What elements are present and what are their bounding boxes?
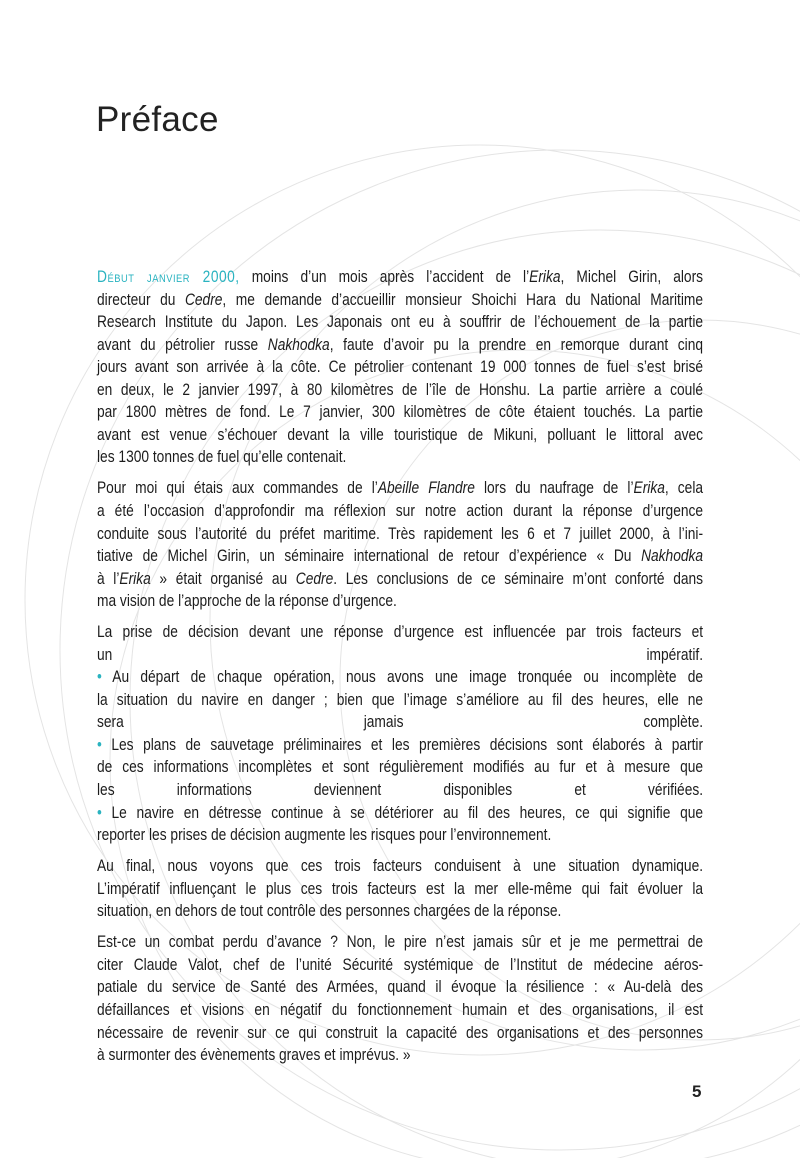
bullet-icon: • — [97, 668, 113, 687]
text-line — [97, 446, 703, 469]
paragraph — [97, 931, 703, 1066]
text-segment: à surmonter des évènements graves et imprévus. » — [97, 1046, 411, 1065]
text-line — [97, 666, 703, 689]
text-segment: Le navire en détresse continue à se détériorer au fil des heures, ce qui signifie que — [111, 803, 704, 822]
text-segment: conduite sous l’autorité du préfet maritime. Très rapidement les 6 et 7 juillet 2000, à l’ini- — [97, 524, 704, 543]
italic-text: Erika — [119, 569, 151, 588]
body-text — [97, 266, 703, 1075]
page-title: Préface — [96, 100, 219, 139]
text-segment: sera jamais complète. — [97, 713, 704, 732]
text-line — [97, 734, 703, 757]
text-line — [97, 311, 703, 334]
text-segment: , faute d’avoir pu la prendre en remorque durant cinq — [329, 335, 704, 354]
text-line — [97, 621, 703, 644]
text-segment: Pour moi qui étais aux commandes de l’ — [97, 479, 378, 498]
italic-text: Abeille Flandre — [377, 479, 475, 498]
text-segment: un impératif. — [97, 645, 704, 664]
text-line — [97, 334, 703, 357]
text-segment: avant du pétrolier russe — [97, 335, 268, 354]
text-segment: ma vision de l’approche de la réponse d’urgence. — [97, 592, 397, 611]
text-segment: a été l’occasion d’approfondir ma réflexion sur notre action durant la réponse d’urgence — [97, 501, 704, 520]
text-segment: Les plans de sauvetage préliminaires et les premières décisions sont élaborés à partir — [111, 735, 704, 754]
text-segment: la situation du navire en danger ; bien que l’image s’améliore au fil des heures, elle ne — [97, 690, 704, 709]
italic-text: Nakhodka — [641, 547, 704, 566]
text-line — [97, 824, 703, 847]
text-line — [97, 644, 703, 667]
bullet-icon: • — [97, 803, 112, 822]
text-segment: La prise de décision devant une réponse d’urgence est influencée par trois facteurs et — [97, 623, 704, 642]
text-line — [97, 976, 703, 999]
text-segment: . Les conclusions de ce séminaire m’ont conforté dans — [333, 569, 704, 588]
text-segment: par 1800 mètres de fond. Le 7 janvier, 300 kilomètres de côte étaient touchés. La partie — [97, 403, 704, 422]
text-line — [97, 999, 703, 1022]
text-line — [97, 1022, 703, 1045]
text-line — [97, 802, 703, 825]
text-line — [97, 545, 703, 568]
text-segment: patiale du service de Santé des Armées, quand il évoque la résilience : « Au-delà des — [97, 978, 704, 997]
text-segment: les 1300 tonnes de fuel qu’elle contenait. — [97, 448, 347, 467]
text-segment: tiative de Michel Girin, un séminaire international de retour d’expérience « Du — [97, 547, 642, 566]
text-segment: à l’ — [97, 569, 120, 588]
text-segment: de ces informations incomplètes et sont régulièrement modifiés au fur et à mesure que — [97, 758, 704, 777]
text-line — [97, 878, 703, 901]
text-line — [97, 500, 703, 523]
text-line — [97, 931, 703, 954]
text-segment: reporter les prises de décision augmente les risques pour l’environnement. — [97, 826, 552, 845]
text-line — [97, 779, 703, 802]
text-segment: jours avant son arrivée à la côte. Ce pétrolier contenant 19 000 tonnes de fuel s’est brisé — [97, 358, 704, 377]
text-line — [97, 379, 703, 402]
text-segment: les informations deviennent disponibles et vérifiées. — [97, 781, 704, 800]
text-segment: , me demande d’accueillir monsieur Shoichi Hara du National Maritime — [222, 290, 704, 309]
text-line — [97, 424, 703, 447]
paragraph — [97, 621, 703, 846]
paragraph — [97, 266, 703, 469]
text-segment: avant est venue s’échouer devant la ville touristique de Mikuni, polluant le littoral avec — [97, 425, 704, 444]
paragraph — [97, 855, 703, 923]
italic-text: Cedre — [295, 569, 334, 588]
text-segment: nécessaire de revenir sur ce qui construit la capacité des organisations et des personnes — [97, 1023, 704, 1042]
text-segment: L’impératif influençant le plus ces trois facteurs est la mer elle-même qui fait évoluer la — [97, 879, 704, 898]
italic-text: Erika — [633, 479, 665, 498]
lead-in-text: Début janvier 2000, — [97, 268, 240, 286]
text-line — [97, 289, 703, 312]
text-line — [97, 590, 703, 613]
text-segment: Au final, nous voyons que ces trois facteurs conduisent à une situation dynamique. — [97, 857, 704, 876]
text-segment: lors du naufrage de l’ — [474, 479, 634, 498]
text-line — [97, 855, 703, 878]
italic-text: Erika — [529, 268, 561, 286]
text-segment: Au départ de chaque opération, nous avons une image tronquée ou incomplète de — [112, 668, 704, 687]
text-line — [97, 756, 703, 779]
text-line — [97, 1044, 703, 1067]
paragraph — [97, 477, 703, 612]
text-line — [97, 477, 703, 500]
italic-text: Nakhodka — [267, 335, 330, 354]
text-segment: moins d’un mois après l’accident de l’ — [239, 268, 530, 286]
text-segment: , Michel Girin, alors — [560, 268, 704, 286]
italic-text: Cedre — [184, 290, 223, 309]
bullet-icon: • — [97, 735, 112, 754]
text-line — [97, 266, 703, 289]
page-number: 5 — [692, 1082, 702, 1101]
text-segment: Est-ce un combat perdu d’avance ? Non, le pire n’est jamais sûr et je me permettrai de — [97, 933, 704, 952]
text-line — [97, 689, 703, 712]
text-line — [97, 711, 703, 734]
text-segment: défaillances et visions en négatif du fonctionnement humain et des organisations, il est — [97, 1000, 704, 1019]
text-segment: en deux, le 2 janvier 1997, à 80 kilomètres de l’île de Honshu. La partie arrière a coulé — [97, 380, 704, 399]
text-line — [97, 900, 703, 923]
text-line — [97, 954, 703, 977]
text-line — [97, 523, 703, 546]
text-segment: , cela — [664, 479, 704, 498]
text-segment: citer Claude Valot, chef de l’unité Sécurité systémique de l’Institut de médecine aéros- — [97, 955, 704, 974]
text-line — [97, 356, 703, 379]
text-line — [97, 568, 703, 591]
text-segment: » était organisé au — [150, 569, 296, 588]
text-segment: Research Institute du Japon. Les Japonais ont eu à souffrir de l’échouement de la partie — [97, 313, 704, 332]
text-line — [97, 401, 703, 424]
text-segment: directeur du — [97, 290, 185, 309]
text-segment: situation, en dehors de tout contrôle des personnes chargées de la réponse. — [97, 902, 562, 921]
